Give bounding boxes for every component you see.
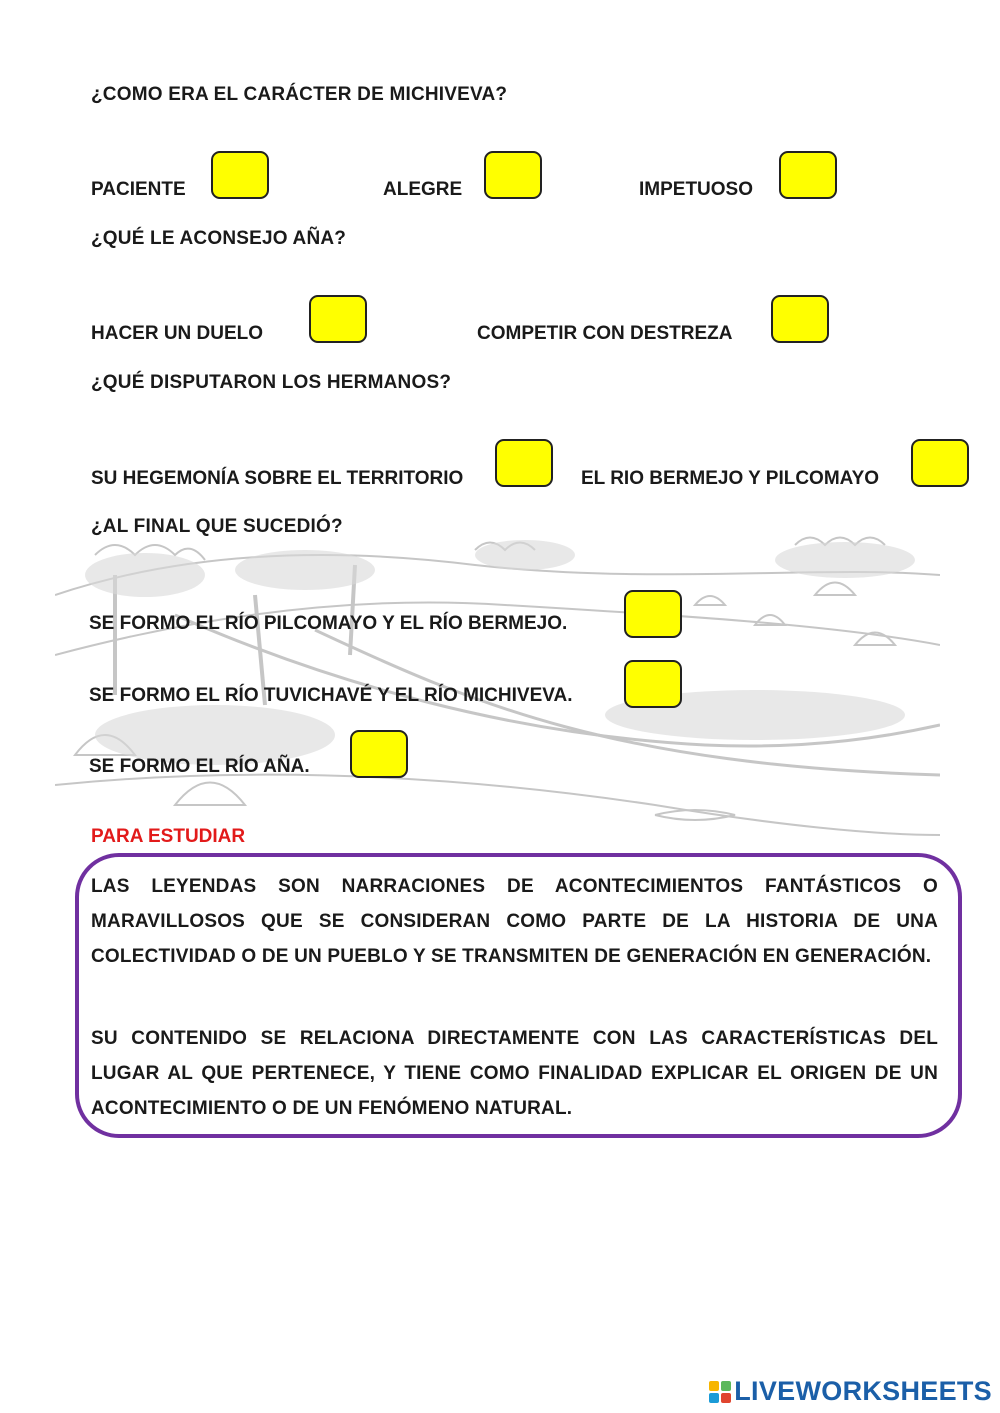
study-section-title: PARA ESTUDIAR (91, 826, 246, 847)
option-hacer-un-duelo: HACER UN DUELO (91, 323, 264, 344)
question-2-text: ¿QUÉ LE ACONSEJO AÑA? (91, 228, 347, 249)
liveworksheets-logo (709, 1376, 992, 1407)
option-rio-ana: SE FORMO EL RÍO AÑA. (89, 756, 310, 777)
option-paciente: PACIENTE (91, 179, 186, 200)
answer-box-rio-bermejo-pilcomayo[interactable] (911, 439, 969, 487)
option-alegre: ALEGRE (383, 179, 463, 200)
study-paragraph-2: SU CONTENIDO SE RELACIONA DIRECTAMENTE CON LAS CARACTERÍSTICAS DEL LUGAR AL QUE PERTENECE, Y TIENE COMO FINALIDAD EXPLICAR EL ORIGEN DE UN ACONTECIMIENTO O DE UN FENÓMENO NATURAL. (91, 1028, 938, 1119)
option-tuvichave-michiveva: SE FORMO EL RÍO TUVICHAVÉ Y EL RÍO MICHIVEVA. (89, 685, 573, 706)
question-3-text: ¿QUÉ DISPUTARON LOS HERMANOS? (91, 372, 452, 393)
answer-box-pilcomayo-bermejo[interactable] (624, 590, 682, 638)
question-4-text: ¿AL FINAL QUE SUCEDIÓ? (91, 516, 343, 537)
option-rio-bermejo-pilcomayo: EL RIO BERMEJO Y PILCOMAYO (581, 468, 880, 489)
brand-name: LIVEWORKSHEETS (734, 1376, 992, 1406)
answer-box-impetuoso[interactable] (779, 151, 837, 199)
answer-box-hegemonia[interactable] (495, 439, 553, 487)
question-1-text: ¿COMO ERA EL CARÁCTER DE MICHIVEVA? (91, 84, 508, 105)
option-hegemonia: SU HEGEMONÍA SOBRE EL TERRITORIO (91, 468, 464, 489)
option-competir-con-destreza: COMPETIR CON DESTREZA (477, 323, 733, 344)
answer-box-hacer-un-duelo[interactable] (309, 295, 367, 343)
answer-box-tuvichave-michiveva[interactable] (624, 660, 682, 708)
option-impetuoso: IMPETUOSO (639, 179, 754, 200)
study-paragraph-1: LAS LEYENDAS SON NARRACIONES DE ACONTECIMIENTOS FANTÁSTICOS O MARAVILLOSOS QUE SE CONSIDERAN COMO PARTE DE LA HISTORIA DE UNA COLECTIVIDAD O DE UN PUEBLO Y SE TRANSMITEN DE GENERACIÓN EN GENERACIÓN. (91, 876, 938, 967)
answer-box-paciente[interactable] (211, 151, 269, 199)
answer-box-alegre[interactable] (484, 151, 542, 199)
option-pilcomayo-bermejo: SE FORMO EL RÍO PILCOMAYO Y EL RÍO BERMEJO. (89, 613, 568, 634)
liveworksheets-logo-icon (709, 1381, 731, 1403)
answer-box-competir-con-destreza[interactable] (771, 295, 829, 343)
answer-box-rio-ana[interactable] (350, 730, 408, 778)
